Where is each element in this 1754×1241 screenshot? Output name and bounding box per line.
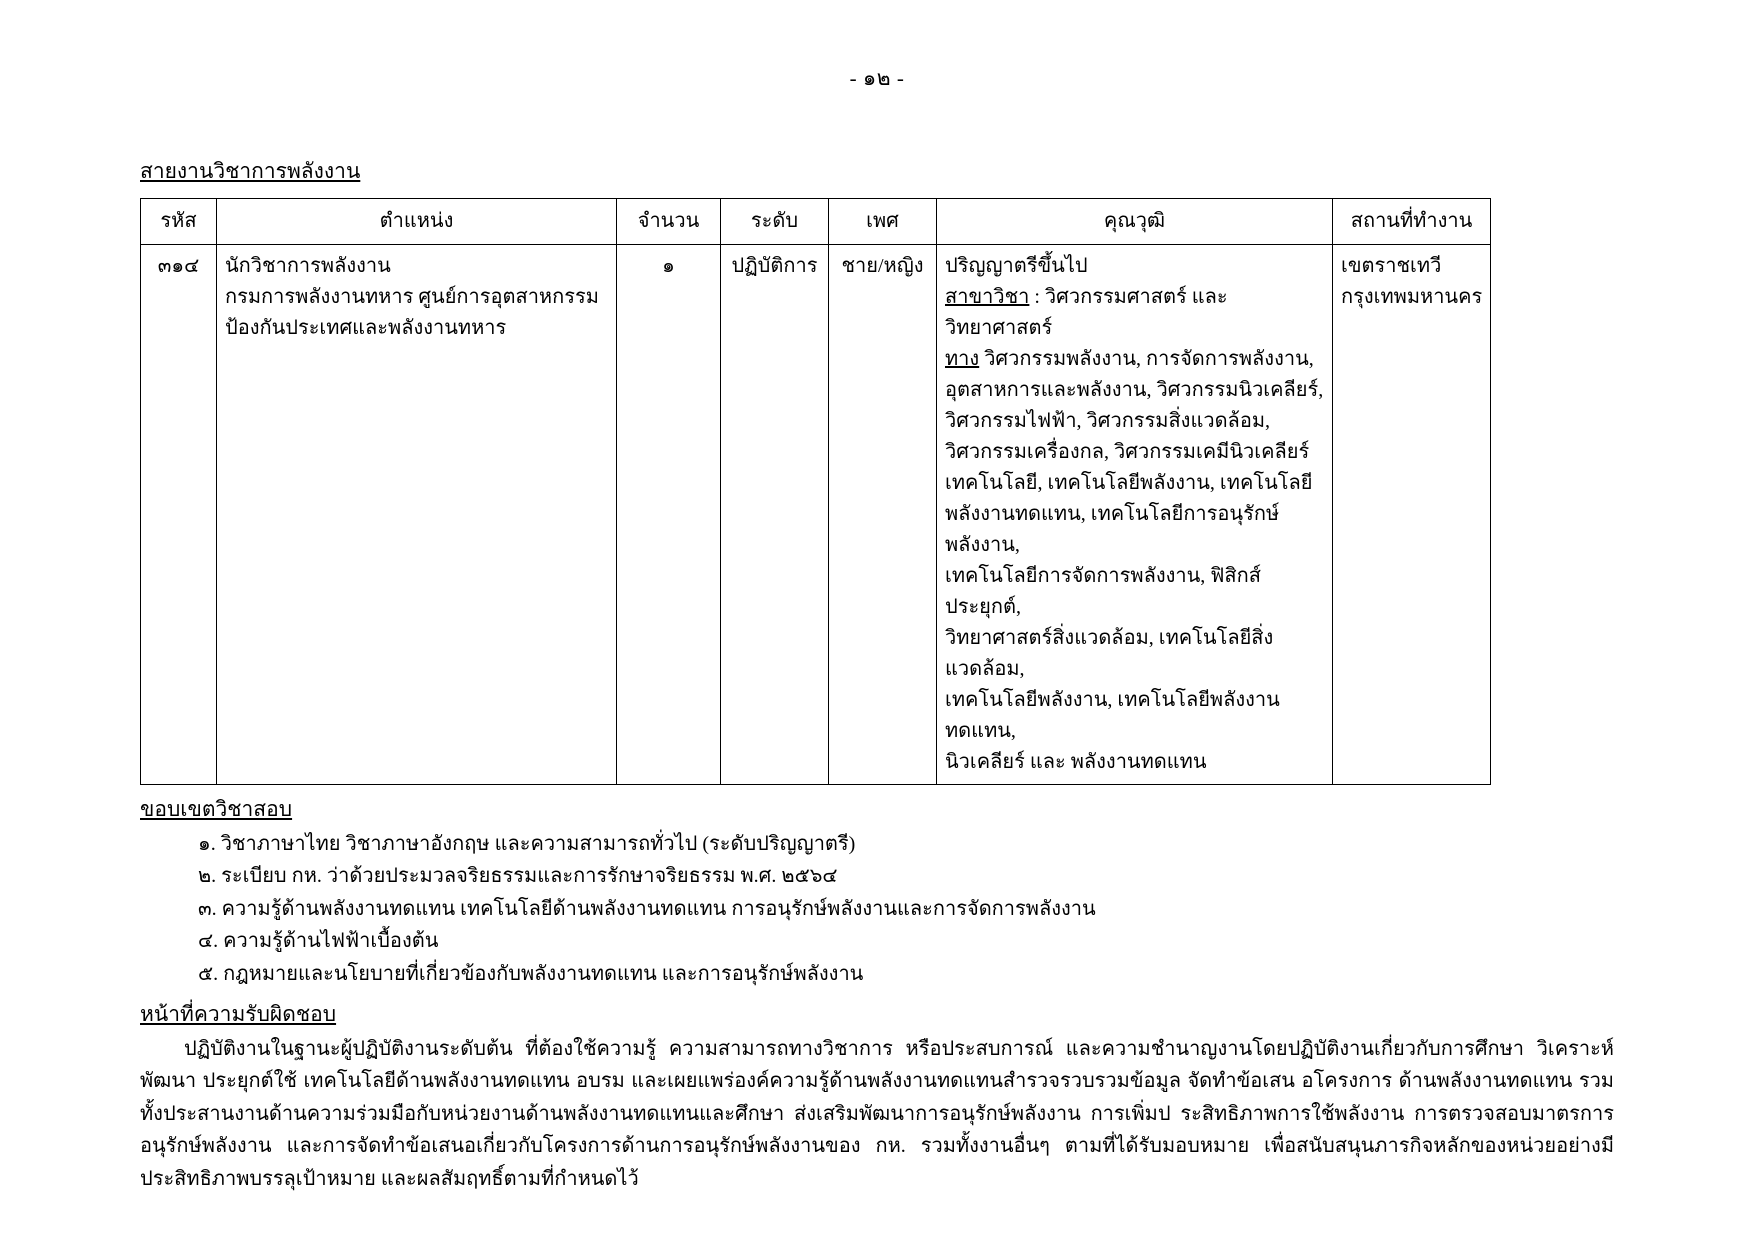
section-heading: สายงานวิชาการพลังงาน <box>140 159 361 183</box>
workplace-line: เขตราชเทวี <box>1341 255 1442 277</box>
list-item: ๑. วิชาภาษาไทย วิชาภาษาอังกฤษ และความสามารถทั่วไป (ระดับปริญญาตรี) <box>198 833 856 855</box>
position-line: นักวิชาการพลังงาน <box>225 255 391 277</box>
responsibility-text: ปฏิบัติงานในฐานะผู้ปฏิบัติงานระดับต้น ที่ต้องใช้ความรู้ ความสามารถทางวิชาการ หรือประสบการณ์ และความชำนาญงานโดยปฏิบัติงานเกี่ยวกับการศึกษา วิเคราะห์ พัฒนา ประยุกต์ใช้ เทคโนโลยีด้านพลังงานทดแทน อบรม และเผยแพร่องค์ความรู้ด้านพลังงานทดแทนสำรวจรวบรวมข้อมูล จัดทำข้อเสน อโครงการ ด้านพลังงานทดแทน รวมทั้งประสานงานด้านความร่วมมือกับหน่วยงานด้านพลังงานทดแทนและศึกษา ส่งเสริมพัฒนาการอนุรักษ์พลังงาน การเพิ่มป ระสิทธิภาพการใช้พลังงาน การตรวจสอบมาตรการอนุรักษ์พลังงาน และการจัดทำข้อเสนอเกี่ยวกับโครงการด้านการอนุรักษ์พลังงานของ กห. รวมทั้งงานอื่นๆ ตามที่ได้รับมอบหมาย เพื่อสนับสนุนภารกิจหลักของหน่วยอย่างมีประสิทธิภาพบรรลุเป้าหมาย และผลสัมฤทธิ์ตามที่กำหนดไว้ <box>140 1037 1614 1190</box>
responsibility-heading: หน้าที่ความรับผิดชอบ <box>140 1001 337 1026</box>
qualification-label-major: สาขาวิชา <box>945 286 1030 308</box>
qualification-line: เทคโนโลยีการจัดการพลังงาน, ฟิสิกส์ประยุกต์, <box>945 565 1261 618</box>
workplace-line: กรุงเทพมหานคร <box>1341 286 1483 308</box>
position-table <box>140 198 1491 785</box>
qualification-line: เทคโนโลยี, เทคโนโลยีพลังงาน, เทคโนโลยี <box>945 472 1313 494</box>
qualification-field-text: วิศวกรรมพลังงาน, การจัดการพลังงาน, <box>979 348 1314 370</box>
qualification-major-text: : วิศวกรรมศาสตร์ และ วิทยาศาสตร์ <box>945 286 1228 339</box>
qualification-line <box>945 282 1324 344</box>
qualification-line: วิศวกรรมไฟฟ้า, วิศวกรรมสิ่งแวดล้อม, <box>945 410 1271 432</box>
position-line: ป้องกันประเทศและพลังงานทหาร <box>225 317 507 339</box>
qualification-line: พลังงานทดแทน, เทคโนโลยีการอนุรักษ์พลังงาน, <box>945 503 1280 556</box>
qualification-line: ปริญญาตรีขึ้นไป <box>945 255 1088 277</box>
cell-qualification <box>937 245 1333 785</box>
position-line: กรมการพลังงานทหาร ศูนย์การอุตสาหกรรม <box>225 286 599 308</box>
header-qualification: คุณวุฒิ <box>937 199 1333 245</box>
cell-workplace <box>1333 245 1491 785</box>
exam-scope-list <box>140 828 1614 990</box>
qualification-line: เทคโนโลยีพลังงาน, เทคโนโลยีพลังงานทดแทน, <box>945 689 1280 742</box>
list-item: ๔. ความรู้ด้านไฟฟ้าเบื้องต้น <box>198 930 439 953</box>
header-code: รหัส <box>141 199 217 245</box>
document-content <box>0 155 1754 1195</box>
header-level: ระดับ <box>721 199 829 245</box>
header-workplace: สถานที่ทำงาน <box>1333 199 1491 245</box>
list-item: ๒. ระเบียบ กห. ว่าด้วยประมวลจริยธรรมและการรักษาจริยธรรม พ.ศ. ๒๕๖๔ <box>198 865 838 888</box>
page-number: - ๑๒ - <box>849 66 905 90</box>
exam-scope-heading: ขอบเขตวิชาสอบ <box>140 797 293 821</box>
qualification-line: วิศวกรรมเครื่องกล, วิศวกรรมเคมีนิวเคลียร์ <box>945 441 1310 463</box>
cell-gender: ชาย/หญิง <box>829 245 937 785</box>
responsibility-paragraph <box>140 1033 1614 1195</box>
cell-amount: ๑ <box>617 245 721 785</box>
header-position: ตำแหน่ง <box>217 199 617 245</box>
list-item: ๓. ความรู้ด้านพลังงานทดแทน เทคโนโลยีด้านพลังงานทดแทน การอนุรักษ์พลังงานและการจัดการพลังงาน <box>198 897 1096 920</box>
cell-code: ๓๑๔ <box>141 245 217 785</box>
table-header-row <box>141 199 1491 245</box>
header-gender: เพศ <box>829 199 937 245</box>
cell-level: ปฏิบัติการ <box>721 245 829 785</box>
qualification-line: วิทยาศาสตร์สิ่งแวดล้อม, เทคโนโลยีสิ่งแวดล้อม, <box>945 627 1274 680</box>
header-amount: จำนวน <box>617 199 721 245</box>
qualification-label-field: ทาง <box>945 348 980 370</box>
qualification-line: อุตสาหการและพลังงาน, วิศวกรรมนิวเคลียร์, <box>945 379 1324 401</box>
cell-position <box>217 245 617 785</box>
qualification-line: นิวเคลียร์ และ พลังงานทดแทน <box>945 751 1207 773</box>
qualification-line <box>945 344 1324 375</box>
list-item: ๕. กฎหมายและนโยบายที่เกี่ยวข้องกับพลังงานทดแทน และการอนุรักษ์พลังงาน <box>198 962 864 985</box>
table-row <box>141 245 1491 785</box>
